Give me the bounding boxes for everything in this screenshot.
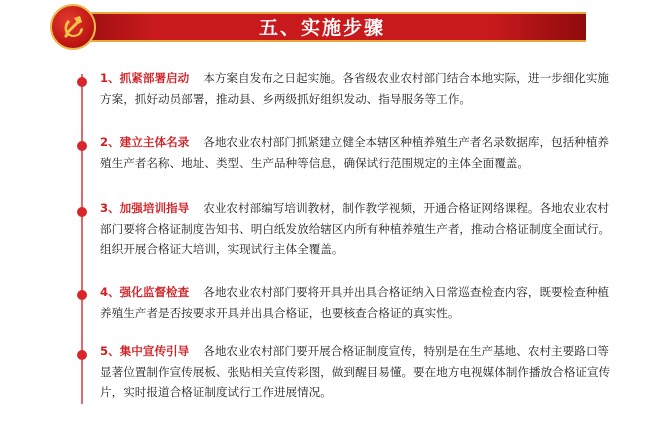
step-title: 3、加强培训指导: [100, 201, 190, 215]
step-title: 1、抓紧部署启动: [100, 71, 190, 85]
party-emblem-icon: [50, 4, 96, 50]
step-title: 5、集中宣传引导: [100, 344, 190, 358]
timeline-dot: [77, 350, 87, 360]
timeline-dot: [77, 290, 87, 300]
step-item-2: [100, 132, 620, 173]
section-title: 五、实施步骤: [258, 17, 385, 39]
timeline-dot: [77, 207, 87, 217]
step-item-4: [100, 282, 620, 323]
timeline-dot: [77, 77, 87, 87]
timeline-dot: [77, 141, 87, 151]
step-item-3: [100, 198, 620, 260]
step-body: 各地农业农村部门要将开具并出具合格证纳入日常巡查检查内容，既要检查种植养殖生产者是否按要求开具并出具合格证，也要核查合格证的真实性。: [100, 285, 610, 320]
step-item-5: [100, 341, 620, 403]
step-body: 农业农村部编写培训教材，制作教学视频，开通合格证网络课程。各地农业农村部门要将合格证制度告知书、明白纸发放给辖区内所有种植养殖生产者，推动合格证制度全面试行。组织开展合格证大培训，实现试行主体全覆盖。: [100, 201, 611, 256]
step-body: 各地农业农村部门要开展合格证制度宣传，特别是在生产基地、农村主要路口等显著位置制作宣传展板、张贴相关宣传彩图，做到醒目易懂。要在地方电视媒体制作播放合格证宣传片，实时报道合格证制度试行工作进展情况。: [100, 344, 611, 399]
step-body: 本方案自发布之日起实施。各省级农业农村部门结合本地实际，进一步细化实施方案，抓好动员部署，推动县、乡两级抓好组织发动、指导服务等工作。: [100, 71, 610, 106]
step-item-1: [100, 68, 620, 109]
step-title: 2、建立主体名录: [100, 135, 190, 149]
step-body: 各地农业农村部门抓紧建立健全本辖区种植养殖生产者名录数据库，包括种植养殖生产者名称、地址、类型、生产品种等信息，确保试行范围规定的主体全面覆盖。: [100, 135, 610, 170]
step-title: 4、强化监督检查: [100, 285, 190, 299]
section-banner: [58, 12, 586, 42]
